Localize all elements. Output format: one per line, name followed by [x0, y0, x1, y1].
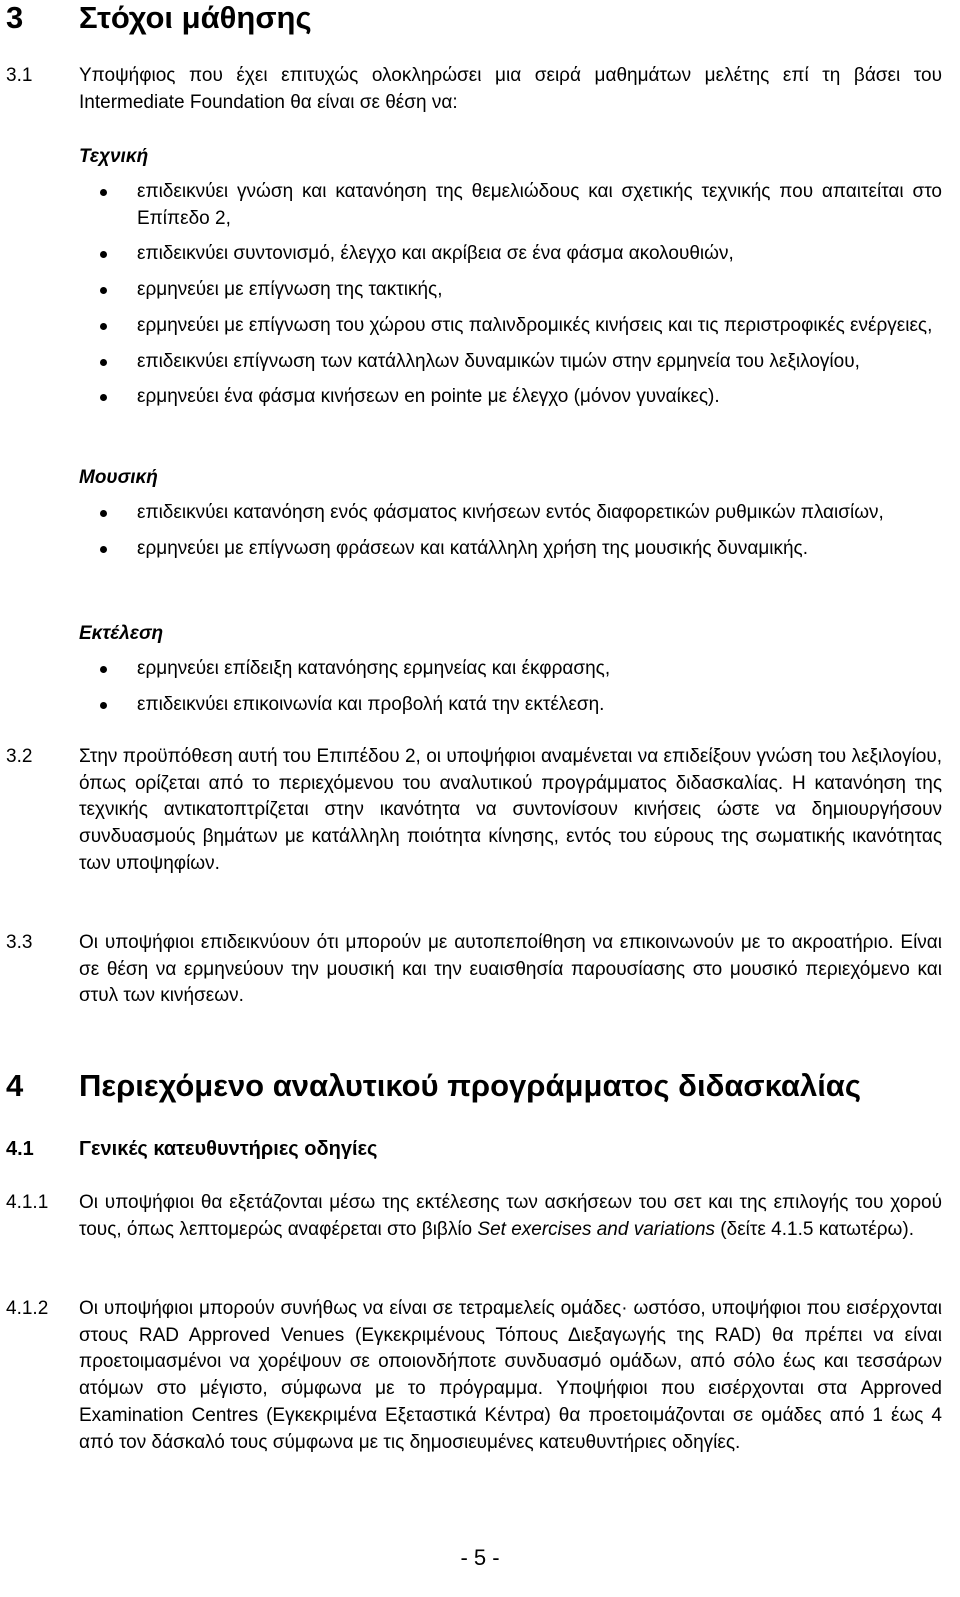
paragraph-3-1-text: Υποψήφιος που έχει επιτυχώς ολοκληρώσει μια σειρά μαθημάτων μελέτης επί τη βάσει του Intermediate Foundation θα είναι σε θέση να: [79, 65, 942, 113]
list-item-text: επιδεικνύει συντονισμό, έλεγχο και ακρίβεια σε ένα φάσμα ακολουθιών, [137, 243, 734, 265]
paragraph-4-1-1-text-end: (δείτε 4.1.5 κατωτέρω). [715, 1218, 914, 1240]
list-item-text: ερμηνεύει με επίγνωση του χώρου στις παλινδρομικές κινήσεις και τις περιστροφικές ενέργειες, [137, 314, 933, 336]
performance-heading: Εκτέλεση [79, 623, 164, 644]
bullet-icon [100, 189, 107, 196]
page-number: - 5 - [460, 1545, 500, 1570]
paragraph-3-3-number: 3.3 [6, 932, 33, 953]
music-list [79, 500, 942, 562]
music-heading: Μουσική [79, 467, 158, 488]
subsection-4-1-title: Γενικές κατευθυντήριες οδηγίες [79, 1138, 378, 1160]
list-item [79, 384, 942, 411]
paragraph-4-1-2-text: Οι υποψήφιοι μπορούν συνήθως να είναι σε τετραμελείς ομάδες· ωστόσο, υποψήφιοι που εισέρχονται στους RAD Approved Venues (Εγκεκριμένους Τόπους Διεξαγωγής της RAD) θα πρέπει να είναι προετοιμασμένοι να χορέψουν σε οποιονδήποτε συνδυασμό ομάδων, από σόλο έως και τεσσάρων ατόμων στο μέγιστο, σύμφωνα με το πρόγραμμα. Υποψήφιοι που εισέρχονται στα Approved Examination Centres (Εγκεκριμένα Εξεταστικά Κέντρα) θα προετοιμάζονται σε ομάδες από 1 έως 4 από τον δάσκαλό τους σύμφωνα με τις δημοσιευμένες κατευθυντήριες οδηγίες. [79, 1298, 942, 1453]
list-item [79, 241, 942, 268]
bullet-icon [100, 394, 107, 401]
list-item [79, 656, 942, 683]
list-item [79, 179, 942, 232]
list-item-text: ερμηνεύει ένα φάσμα κινήσεων en pointe με έλεγχο (μόνον γυναίκες). [137, 386, 720, 408]
technique-list [79, 179, 942, 411]
list-item [79, 349, 942, 376]
list-item-text: ερμηνεύει με επίγνωση της τακτικής, [137, 279, 443, 301]
paragraph-4-1-1-text-start: Οι υποψήφιοι θα εξετάζονται μέσω της εκτέλεσης των ασκήσεων του σετ και της επιλογής του χορού τους, όπως λεπτομερώς αναφέρεται στο βιβλίο [79, 1192, 942, 1240]
section-3-number: 3 [6, 0, 24, 35]
list-item-text: επιδεικνύει επικοινωνία και προβολή κατά την εκτέλεση. [137, 693, 605, 715]
paragraph-4-1-2-number: 4.1.2 [6, 1298, 49, 1319]
list-item [79, 692, 942, 719]
bullet-icon [100, 323, 107, 330]
bullet-icon [100, 251, 107, 258]
paragraph-3-2-text: Στην προϋπόθεση αυτή του Επιπέδου 2, οι υποψήφιοι αναμένεται να επιδείξουν γνώση του λεξιλογίου, όπως ορίζεται από το περιεχόμενου του αναλυτικού προγράμματος διδασκαλίας. Η κατανόηση της τεχνικής αντικατοπτρίζεται στην ικανότητα να συντονίσουν κινήσεις ώστε να δημιουργήσουν συνδυασμούς βημάτων με κατάλληλη ποιότητα κίνησης, εντός του εύρους της σωματικής ικανότητας των υποψηφίων. [79, 746, 942, 874]
section-3-title: Στόχοι μάθησης [79, 0, 312, 35]
list-item-text: επιδεικνύει επίγνωση των κατάλληλων δυναμικών τιμών στην ερμηνεία του λεξιλογίου, [137, 350, 860, 372]
bullet-icon [100, 666, 107, 673]
list-item [79, 313, 942, 340]
section-4-title: Περιεχόμενο αναλυτικού προγράμματος διδασκαλίας [79, 1068, 861, 1103]
paragraph-4-1-1-text [79, 1190, 942, 1243]
list-item [79, 500, 942, 527]
list-item-text: ερμηνεύει με επίγνωση φράσεων και κατάλληλη χρήση της μουσικής δυναμικής. [137, 537, 808, 559]
book-title: Set exercises and variations [477, 1218, 716, 1240]
list-item-text: ερμηνεύει επίδειξη κατανόησης ερμηνείας και έκφρασης, [137, 658, 611, 679]
list-item [79, 277, 942, 304]
performance-list [79, 656, 942, 718]
bullet-icon [100, 546, 107, 553]
paragraph-3-3-text: Οι υποψήφιοι επιδεικνύουν ότι μπορούν με αυτοπεποίθηση να επικοινωνούν με το ακροατήριο. Είναι σε θέση να ερμηνεύουν την μουσική και την ευαισθησία παρουσίασης στο μουσικό περιεχόμενο και στυλ των κινήσεων. [79, 932, 942, 1007]
list-item-text: επιδεικνύει γνώση και κατανόηση της θεμελιώδους και σχετικής τεχνικής που απαιτείται στο Επίπεδο 2, [137, 181, 942, 229]
bullet-icon [100, 702, 107, 709]
list-item-text: επιδεικνύει κατανόηση ενός φάσματος κινήσεων εντός διαφορετικών ρυθμικών πλαισίων, [137, 502, 884, 523]
bullet-icon [100, 359, 107, 366]
subsection-4-1-number: 4.1 [6, 1138, 34, 1160]
paragraph-3-1-number: 3.1 [6, 65, 33, 86]
paragraph-3-2-number: 3.2 [6, 746, 33, 767]
paragraph-4-1-1-number: 4.1.1 [6, 1192, 49, 1213]
technique-heading: Τεχνική [79, 146, 149, 167]
bullet-icon [100, 287, 107, 294]
bullet-icon [100, 510, 107, 517]
list-item [79, 536, 942, 563]
section-4-number: 4 [6, 1068, 24, 1103]
